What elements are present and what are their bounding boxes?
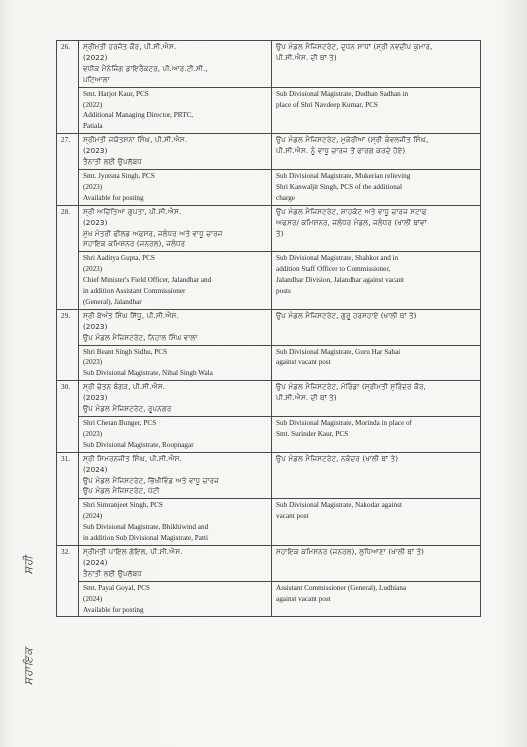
officer-cell-punjabi-line: (2023)	[83, 393, 108, 403]
serial-number: 28.	[57, 205, 79, 309]
posting-cell-english	[272, 169, 481, 205]
officer-cell-english-line: Sub Divisional Magistrate, Bhikhiwind and	[83, 523, 209, 532]
table-row-punjabi	[57, 381, 481, 417]
serial-number: 27.	[57, 134, 79, 205]
posting-cell-english-line: charge	[276, 193, 296, 202]
officer-cell-punjabi-line: ਉਪ ਮੰਡਲ ਮੈਜਿਸਟਰੇਟ, ਭਿੱਖੀਵਿੰਡ ਅਤੇ ਵਾਧੂ ਚਾਰਜ	[83, 475, 220, 485]
officer-cell-punjabi-line: ਸ੍ਰੀਮਤੀ ਪਾਇਲ ਗੋਇਲ, ਪੀ.ਸੀ.ਐਸ.	[83, 546, 183, 556]
officer-cell-english-line: Sub Divisional Magistrate, Nihal Singh Wala	[83, 369, 213, 378]
serial-number: 30.	[57, 381, 79, 452]
officer-cell-punjabi-line: ਸ੍ਰੀ ਚੇਤਨ ਬੰਗੜ, ਪੀ.ਸੀ.ਐਸ.	[83, 382, 166, 392]
table-row-punjabi	[57, 205, 481, 252]
posting-cell-english-line: addition Staff Officer to Commissioner,	[276, 265, 391, 274]
table-row-punjabi	[57, 545, 481, 581]
officer-cell-english-line: (2023)	[83, 429, 103, 438]
officer-cell-punjabi-line: (2023)	[83, 321, 108, 331]
officer-cell-english-line: (General), Jalandhar	[83, 297, 142, 306]
serial-number: 26.	[57, 41, 79, 134]
posting-cell-punjabi	[272, 545, 481, 581]
table-row-punjabi	[57, 309, 481, 345]
officer-cell-english-line: Chief Minister's Field Officer, Jalandhar and	[83, 276, 212, 285]
officer-cell-english-line: (2023)	[83, 265, 103, 274]
officer-cell-english-line: Shri Simranjeet Singh, PCS	[83, 501, 163, 510]
table-row-english	[57, 581, 481, 617]
officer-cell-punjabi-line: ਉਪ ਮੰਡਲ ਮੈਜਿਸਟਰੇਟ, ਰੂਪਨਗਰ	[83, 404, 172, 414]
posting-cell-punjabi-line: ਉਪ ਮੰਡਲ ਮੈਜਿਸਟਰੇਟ, ਮੁਕੇਰੀਆਂ (ਸ੍ਰੀ ਕੰਵਲਜੀਤ ਸਿੰਘ,	[276, 135, 429, 145]
officer-cell-punjabi	[79, 381, 272, 417]
officer-cell-english	[79, 169, 272, 205]
officer-cell-english-line: (2024)	[83, 594, 103, 603]
posting-cell-punjabi-line: ਤੇ)	[276, 228, 284, 238]
posting-cell-english-line: Sub Divisional Magistrate, Nakodar against	[276, 501, 402, 510]
officer-cell-english-line: Available for posting	[83, 193, 144, 202]
table-row-punjabi	[57, 41, 481, 88]
officer-cell-punjabi-line: (2024)	[83, 557, 108, 567]
officer-cell-punjabi-line: (2023)	[83, 217, 108, 227]
signature-text-2: ਸਹਾਇਕ	[22, 647, 35, 686]
posting-cell-english-line: Sub Divisional Magistrate, Guru Har Sahai	[276, 347, 401, 356]
posting-cell-punjabi-line: ਉਪ ਮੰਡਲ ਮੈਜਿਸਟਰੇਟ, ਸ਼ਾਹਕੋਟ ਅਤੇ ਵਾਧੂ ਚਾਰਜ ਸਟਾਫ	[276, 206, 427, 216]
handwritten-signature	[16, 555, 44, 705]
officer-cell-punjabi-line: ਤੈਨਾਤੀ ਲਈ ਉਪਲੱਬਧ	[83, 568, 142, 578]
transfer-orders-body	[57, 41, 481, 617]
posting-cell-english-line: Sub Divisional Magistrate, Mukerian relieving	[276, 171, 411, 180]
posting-cell-punjabi-line: ਅਫਸਰ/ ਕਮਿਸ਼ਨਰ, ਜਲੰਧਰ ਮੰਡਲ, ਜਲੰਧਰ (ਖਾਲੀ ਥਾਂਵਾਂ	[276, 217, 427, 227]
table-row-english	[57, 252, 481, 310]
officer-cell-english-line: Smt. Harjot Kaur, PCS	[83, 89, 149, 98]
officer-cell-punjabi-line: ਸ੍ਰੀ ਬੇਅੰਤ ਸਿੰਘ ਸਿੱਧੂ, ਪੀ.ਸੀ.ਐਸ.	[83, 310, 179, 320]
officer-cell-english-line: Shri Chetan Bunger, PCS	[83, 419, 157, 427]
officer-cell-english-line: Sub Divisional Magistrate, Roopnagar	[83, 440, 194, 449]
posting-cell-punjabi-line: ਪੀ.ਸੀ.ਐਸ. ਦੀ ਥਾਂ ਤੇ)	[276, 393, 337, 403]
officer-cell-punjabi-line: ਸ੍ਰੀਮਤੀ ਜਯੋਤਸਨਾ ਸਿੰਘ, ਪੀ.ਸੀ.ਐਸ.	[83, 135, 188, 145]
posting-cell-punjabi	[272, 452, 481, 499]
officer-cell-punjabi	[79, 134, 272, 170]
posting-cell-punjabi	[272, 41, 481, 88]
officer-cell-punjabi-line: ਸ੍ਰੀਮਤੀ ਹਰਜੋਤ ਕੌਰ, ਪੀ.ਸੀ.ਐਸ.	[83, 42, 177, 51]
posting-cell-english-line: vacant post	[276, 512, 309, 521]
signature-text-1: ਸਹੀ	[22, 555, 35, 575]
posting-cell-punjabi	[272, 205, 481, 252]
posting-cell-punjabi	[272, 134, 481, 170]
officer-cell-english-line: (2022)	[83, 100, 103, 109]
table-row-english	[57, 345, 481, 381]
officer-cell-punjabi	[79, 452, 272, 499]
officer-cell-english-line: Smt. Jyotsna Singh, PCS	[83, 171, 155, 180]
posting-cell-english-line: Sub Divisional Magistrate, Shahkot and in	[276, 254, 399, 263]
posting-cell-punjabi	[272, 381, 481, 417]
officer-cell-punjabi-line: ਸ੍ਰੀ ਅਦਿੱਤਿਆ ਗੁਪਤਾ, ਪੀ.ਸੀ.ਐਸ.	[83, 206, 182, 216]
posting-cell-english	[272, 417, 481, 453]
table-row-english	[57, 499, 481, 546]
posting-cell-english-line: place of Shri Navdeep Kumar, PCS	[276, 100, 378, 109]
posting-cell-english-line: Jalandhar Division, Jalandhar against vacant	[276, 276, 404, 285]
officer-cell-english-line: Shri Beant Singh Sidhu, PCS	[83, 347, 168, 356]
officer-cell-english	[79, 87, 272, 134]
officer-cell-english-line: Available for posting	[83, 605, 144, 614]
officer-cell-punjabi-line: ਸ੍ਰੀ ਸਿਮਰਨਜੀਤ ਸਿੰਘ, ਪੀ.ਸੀ.ਐਸ.	[83, 453, 182, 463]
posting-cell-english-line: Shri Kanwaljit Singh, PCS of the additional	[276, 182, 402, 191]
officer-cell-english-line: Shri Aaditya Gupta, PCS	[83, 254, 155, 263]
officer-cell-english	[79, 581, 272, 617]
officer-cell-english	[79, 345, 272, 381]
table-row-punjabi	[57, 452, 481, 499]
officer-cell-punjabi-line: (2023)	[83, 146, 108, 156]
officer-cell-english-line: Smt. Payal Goyal, PCS	[83, 583, 150, 592]
posting-cell-punjabi-line: ਉਪ ਮੰਡਲ ਮੈਜਿਸਟਰੇਟ, ਨਕੋਦਰ (ਖਾਲੀ ਥਾਂ ਤੇ)	[276, 453, 399, 463]
posting-cell-punjabi-line: ਪੀ.ਸੀ.ਐਸ. ਨੂੰ ਵਾਧੂ ਚਾਰਜ ਤੋਂ ਫਾਰਗ ਕਰਦੇ ਹੋਏ)	[276, 146, 406, 156]
posting-cell-english	[272, 499, 481, 546]
posting-cell-punjabi	[272, 309, 481, 345]
table-row-english	[57, 87, 481, 134]
posting-cell-english	[272, 345, 481, 381]
table-row-english	[57, 169, 481, 205]
officer-cell-english-line: (2023)	[83, 182, 103, 191]
officer-cell-punjabi	[79, 309, 272, 345]
posting-cell-punjabi-line: ਉਪ ਮੰਡਲ ਮੈਜਿਸਟਰੇਟ, ਮੋਰਿੰਡਾ (ਸ੍ਰੀਮਤੀ ਸੁਰਿੰਦਰ ਕੌਰ,	[276, 382, 426, 392]
posting-cell-punjabi-line: ਉਪ ਮੰਡਲ ਮੈਜਿਸਟਰੇਟ, ਗੁਰੂ ਹਰਸਹਾਏ (ਖਾਲੀ ਥਾਂ ਤੇ)	[276, 310, 417, 320]
posting-cell-punjabi-line: ਉਪ ਮੰਡਲ ਮੈਜਿਸਟਰੇਟ, ਦੁਧਨ ਸਾਧਾਂ (ਸ੍ਰੀ ਨਵਦੀਪ ਕੁਮਾਰ,	[276, 42, 433, 51]
table-row-punjabi	[57, 134, 481, 170]
officer-cell-english-line: Additional Managing Director, PRTC,	[83, 111, 194, 120]
posting-cell-english	[272, 87, 481, 134]
officer-cell-english-line: (2023)	[83, 358, 103, 367]
officer-cell-punjabi-line: ਸਹਾਇਕ ਕਮਿਸ਼ਨਰ (ਜਨਰਲ), ਜਲੰਧਰ	[83, 239, 186, 249]
officer-cell-english-line: in addition Assistant Commissioner	[83, 287, 186, 296]
officer-cell-punjabi-line: ਉਪ ਮੰਡਲ ਮੈਜਿਸਟਰੇਟ, ਨਿਹਾਲ ਸਿੰਘ ਵਾਲਾ	[83, 332, 198, 342]
officer-cell-punjabi-line: (2022)	[83, 52, 108, 62]
posting-cell-english-line: against vacant post	[276, 358, 331, 367]
serial-number: 29.	[57, 309, 79, 380]
posting-cell-english	[272, 252, 481, 310]
posting-cell-english-line: Sub Divisional Magistrate, Dudhan Sadhan in	[276, 89, 409, 98]
officer-cell-english	[79, 499, 272, 546]
posting-cell-english-line: Sub Divisional Magistrate, Morinda in place of	[276, 419, 412, 427]
transfer-orders-table	[56, 40, 481, 617]
posting-cell-english-line: posts	[276, 287, 291, 296]
posting-cell-english	[272, 581, 481, 617]
officer-cell-punjabi-line: ਮੁੱਖ ਮੰਤਰੀ ਫੀਲਡ ਅਫਸਰ, ਜਲੰਧਰ ਅਤੇ ਵਾਧੂ ਚਾਰਜ	[83, 228, 223, 238]
posting-cell-english-line: Smt. Surinder Kaur, PCS	[276, 429, 349, 438]
officer-cell-punjabi-line: ਤੈਨਾਤੀ ਲਈ ਉਪਲੱਬਧ	[83, 157, 142, 167]
serial-number: 32.	[57, 545, 79, 616]
posting-cell-punjabi-line: ਸਹਾਇਕ ਕਮਿਸ਼ਨਰ (ਜਨਰਲ), ਲੁਧਿਆਣਾ (ਖਾਲੀ ਥਾਂ ਤੇ)	[276, 546, 425, 556]
officer-cell-english-line: Patiala	[83, 122, 103, 131]
officer-cell-punjabi	[79, 205, 272, 252]
officer-cell-punjabi-line: ਵਧੀਕ ਮੈਨੇਜਿੰਗ ਡਾਇਰੈਕਟਰ, ਪੀ.ਆਰ.ਟੀ.ਸੀ.,	[83, 63, 208, 73]
officer-cell-english	[79, 252, 272, 310]
table-row-english	[57, 417, 481, 453]
officer-cell-punjabi-line: (2024)	[83, 464, 108, 474]
officer-cell-punjabi	[79, 545, 272, 581]
officer-cell-punjabi	[79, 41, 272, 88]
officer-cell-punjabi-line: ਪਟਿਆਲਾ	[83, 74, 110, 84]
serial-number: 31.	[57, 452, 79, 545]
officer-cell-punjabi-line: ਉਪ ਮੰਡਲ ਮੈਜਿਸਟਰੇਟ, ਪੱਟੀ	[83, 486, 160, 496]
officer-cell-english-line: (2024)	[83, 512, 103, 521]
officer-cell-english	[79, 417, 272, 453]
posting-cell-english-line: against vacant post	[276, 594, 331, 603]
posting-cell-punjabi-line: ਪੀ.ਸੀ.ਐਸ. ਦੀ ਥਾਂ ਤੇ)	[276, 52, 337, 62]
posting-cell-english-line: Assistant Commissioner (General), Ludhiana	[276, 583, 407, 592]
officer-cell-english-line: in addition Sub Divisional Magistrate, Patti	[83, 534, 208, 543]
